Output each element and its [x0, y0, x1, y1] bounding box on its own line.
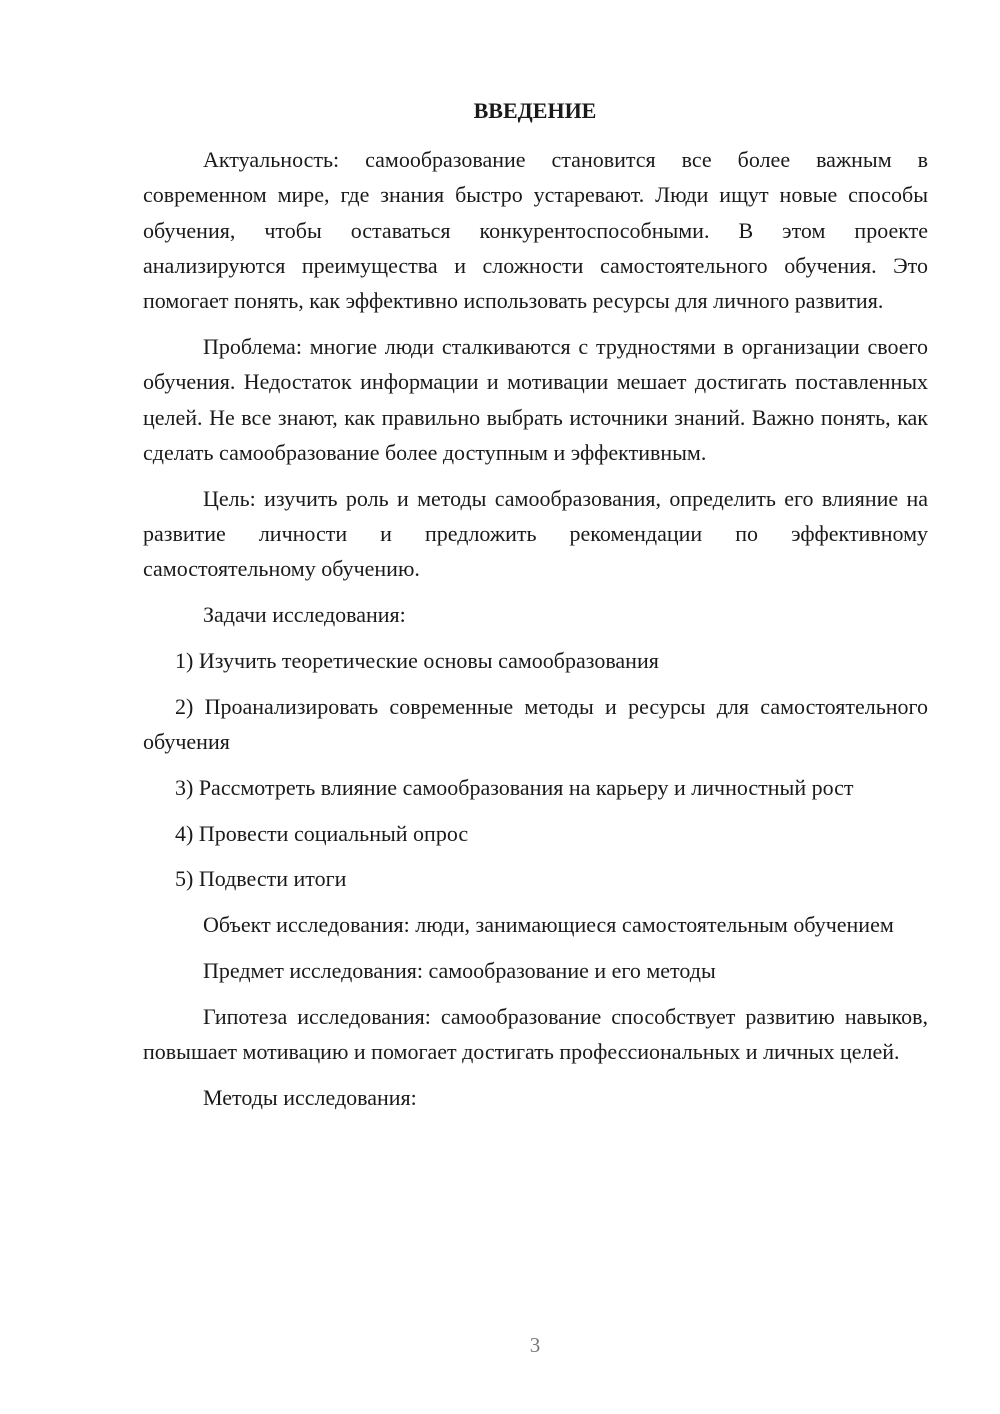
methods-heading: Методы исследования:	[203, 1084, 417, 1110]
page-title: ВВЕДЕНИЕ	[473, 98, 597, 123]
problem-paragraph: Проблема: многие люди сталкиваются с трудностями в организации своего обучения. Недостаток информации и мотивации мешает достигать поставленных целей. Не все знают, как правильно выбрать источники знаний. Важно понять, как сделать самообразование более доступным и эффективным.	[143, 333, 928, 465]
subject-paragraph: Предмет исследования: самообразование и его методы	[203, 957, 716, 983]
task-item-1: 1) Изучить теоретические основы самообразования	[175, 647, 659, 673]
relevance-paragraph: Актуальность: самообразование становится все более важным в современном мире, где знания быстро устаревают. Люди ищут новые способы обучения, чтобы оставаться конкурентоспособными. В этом проекте анализируются преимущества и сложности самостоятельного обучения. Это помогает понять, как эффективно использовать ресурсы для личного развития.	[143, 147, 928, 314]
hypothesis-paragraph: Гипотеза исследования: самообразование способствует развитию навыков, повышает мотивацию и помогает достигать профессиональных и личных целей.	[143, 1003, 928, 1065]
task-item-4: 4) Провести социальный опрос	[175, 820, 469, 846]
object-paragraph: Объект исследования: люди, занимающиеся самостоятельным обучением	[203, 912, 894, 938]
goal-paragraph: Цель: изучить роль и методы самообразования, определить его влияние на развитие личности и предложить рекомендации по эффективному самостоятельному обучению.	[143, 485, 928, 582]
tasks-heading: Задачи исследования:	[203, 602, 406, 628]
task-item-2: 2) Проанализировать современные методы и ресурсы для самостоятельного обучения	[143, 693, 928, 754]
page-number: 3	[529, 1333, 541, 1357]
document-body	[143, 142, 928, 1126]
task-item-5: 5) Подвести итоги	[175, 866, 347, 892]
task-item-3: 3) Рассмотреть влияние самообразования на карьеру и личностный рост	[175, 774, 854, 800]
